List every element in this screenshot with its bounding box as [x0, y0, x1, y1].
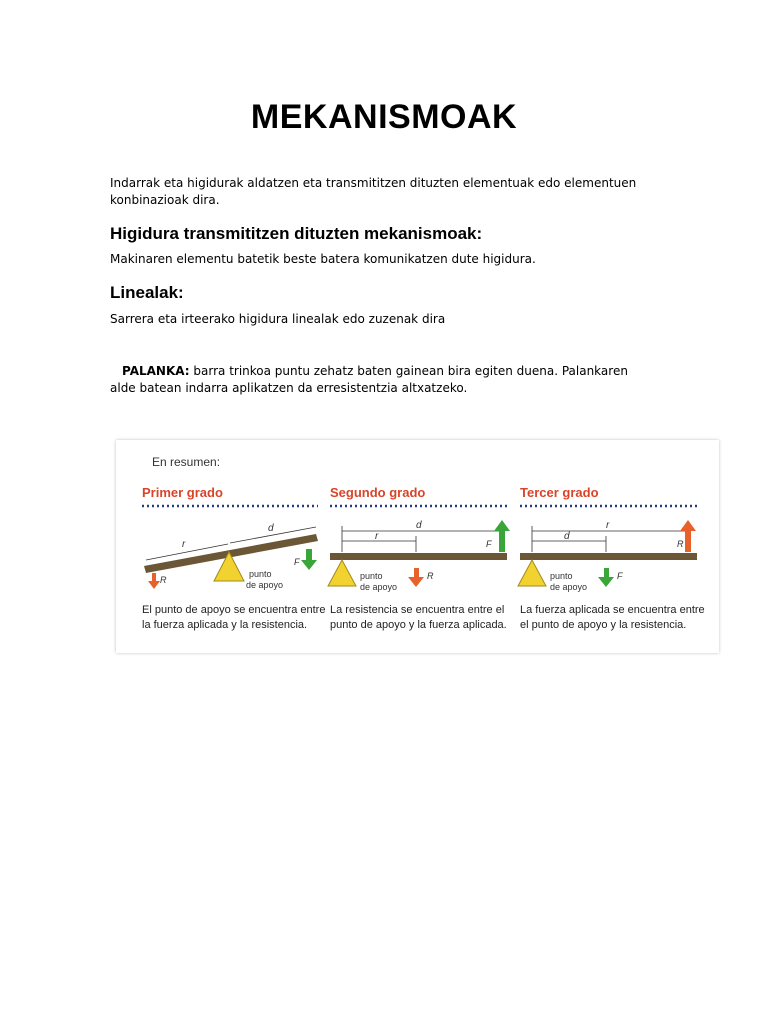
label-d-third: d: [564, 531, 570, 542]
caption-first: El punto de apoyo se encuentra entre la fuerza aplicada y la resistencia.: [142, 604, 326, 631]
label-F-second: F: [486, 539, 492, 549]
arrow-force-first: [301, 549, 317, 570]
caption-third: La fuerza aplicada se encuentra entre el punto de apoyo y la resistencia.: [520, 604, 705, 631]
section-text-transmission: Makinaren elementu batetik beste batera komunikatzen dute higidura.: [110, 252, 536, 266]
beam-third: [520, 553, 697, 560]
label-F-third: F: [617, 571, 623, 581]
fulcrum-third: [518, 560, 546, 586]
label-R-first: R: [160, 575, 167, 585]
grade-title-first: Primer grado: [142, 485, 223, 500]
label-R-third: R: [677, 539, 684, 549]
grade-title-second: Segundo grado: [330, 485, 426, 500]
section-text-linear: Sarrera eta irteerako higidura linealak edo zuzenak dira: [110, 312, 446, 326]
label-fulcrum1-first: punto: [249, 569, 272, 579]
label-fulcrum1-second: punto: [360, 571, 383, 581]
caption-second: La resistencia se encuentra entre el punto de apoyo y la fuerza aplicada.: [330, 604, 507, 631]
section-heading-linear: Linealak:: [110, 283, 184, 302]
label-r-third: r: [606, 520, 610, 531]
palanka-paragraph: [110, 363, 650, 397]
label-fulcrum2-first: de apoyo: [246, 580, 284, 590]
grade-title-third: Tercer grado: [520, 485, 599, 500]
figure-summary-label: En resumen:: [152, 455, 221, 469]
arrow-force-second: [494, 520, 510, 552]
label-R-second: R: [427, 571, 434, 581]
label-fulcrum2-third: de apoyo: [550, 582, 588, 592]
lever-types-figure: [116, 440, 719, 653]
palanka-text: barra trinkoa puntu zehatz baten gainean bira egiten duena. Palankaren alde batean indarra aplikatzen da erresistentzia altxatzeko.: [110, 364, 628, 395]
arrow-resistance-second: [408, 568, 424, 587]
fulcrum-second: [328, 560, 356, 586]
label-fulcrum2-second: de apoyo: [360, 582, 398, 592]
arrow-resistance-first: [148, 573, 160, 589]
label-F-first: F: [294, 557, 300, 567]
label-r-second: r: [375, 531, 379, 542]
section-heading-transmission: Higidura transmititzen dituzten mekanismoak:: [110, 224, 483, 243]
beam-second: [330, 553, 507, 560]
palanka-term: PALANKA:: [122, 364, 190, 378]
label-r-first: r: [182, 539, 186, 550]
label-d-first: d: [268, 523, 274, 534]
label-fulcrum1-third: punto: [550, 571, 573, 581]
page-title: MEKANISMOAK: [250, 98, 518, 136]
label-d-second: d: [416, 520, 422, 531]
intro-paragraph: Indarrak eta higidurak aldatzen eta transmititzen dituzten elementuak edo elementuen konbinazioak dira.: [110, 176, 637, 207]
arrow-force-third: [598, 568, 614, 587]
